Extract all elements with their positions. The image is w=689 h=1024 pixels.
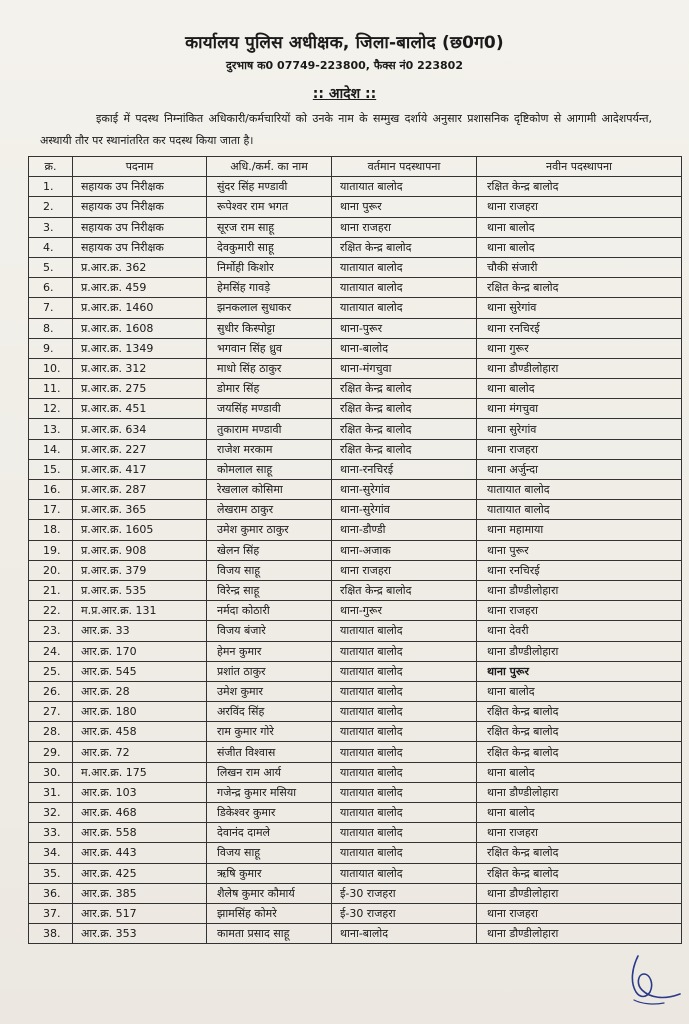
- table-row: [29, 399, 682, 419]
- current-posting-cell: रक्षित केन्द्र बालोद: [332, 419, 477, 439]
- name-cell: डोमार सिंह: [207, 379, 332, 399]
- new-posting-cell: थाना बालोद: [477, 681, 682, 701]
- new-posting-cell: थाना बालोद: [477, 217, 682, 237]
- new-posting-cell: थाना राजहरा: [477, 823, 682, 843]
- serial-cell: 35.: [29, 863, 73, 883]
- table-row: [29, 803, 682, 823]
- name-cell: खेलन सिंह: [207, 540, 332, 560]
- new-posting-cell: थाना डौण्डीलोहारा: [477, 782, 682, 802]
- new-posting-cell: थाना डौण्डीलोहारा: [477, 641, 682, 661]
- name-cell: डिकेश्वर कुमार: [207, 803, 332, 823]
- designation-cell: आर.क्र. 458: [73, 722, 207, 742]
- new-posting-cell: थाना बालोद: [477, 762, 682, 782]
- name-cell: विजय साहू: [207, 560, 332, 580]
- serial-cell: 14.: [29, 439, 73, 459]
- table-row: [29, 480, 682, 500]
- name-cell: सुधीर किस्पोट्टा: [207, 318, 332, 338]
- designation-cell: आर.क्र. 72: [73, 742, 207, 762]
- designation-cell: प्र.आर.क्र. 275: [73, 379, 207, 399]
- designation-cell: प्र.आर.क्र. 312: [73, 358, 207, 378]
- table-row: [29, 742, 682, 762]
- table-row: [29, 500, 682, 520]
- new-posting-cell: थाना सुरेगांव: [477, 298, 682, 318]
- current-posting-cell: यातायात बालोद: [332, 278, 477, 298]
- handwritten-signature: [620, 948, 686, 1008]
- serial-cell: 27.: [29, 702, 73, 722]
- table-row: [29, 439, 682, 459]
- designation-cell: आर.क्र. 385: [73, 883, 207, 903]
- new-posting-cell: यातायात बालोद: [477, 500, 682, 520]
- designation-cell: प्र.आर.क्र. 451: [73, 399, 207, 419]
- current-posting-cell: यातायात बालोद: [332, 177, 477, 197]
- designation-cell: आर.क्र. 443: [73, 843, 207, 863]
- serial-cell: 17.: [29, 500, 73, 520]
- serial-cell: 24.: [29, 641, 73, 661]
- designation-cell: प्र.आर.क्र. 1349: [73, 338, 207, 358]
- designation-cell: म.आर.क्र. 175: [73, 762, 207, 782]
- designation-cell: आर.क्र. 545: [73, 661, 207, 681]
- designation-cell: प्र.आर.क्र. 417: [73, 459, 207, 479]
- designation-cell: प्र.आर.क्र. 379: [73, 560, 207, 580]
- table-row: [29, 782, 682, 802]
- table-row: [29, 459, 682, 479]
- serial-cell: 13.: [29, 419, 73, 439]
- designation-cell: सहायक उप निरीक्षक: [73, 217, 207, 237]
- designation-cell: म.प्र.आर.क्र. 131: [73, 601, 207, 621]
- new-posting-cell: थाना राजहरा: [477, 439, 682, 459]
- new-posting-cell: थाना डौण्डीलोहारा: [477, 883, 682, 903]
- office-title: कार्यालय पुलिस अधीक्षक, जिला-बालोद (छ0ग0): [185, 33, 504, 53]
- name-cell: ऋषि कुमार: [207, 863, 332, 883]
- current-posting-cell: थाना-बालोद: [332, 924, 477, 944]
- current-posting-cell: यातायात बालोद: [332, 762, 477, 782]
- transfer-table: [28, 156, 682, 944]
- serial-cell: 22.: [29, 601, 73, 621]
- current-posting-cell: ई-30 राजहरा: [332, 883, 477, 903]
- table-row: [29, 661, 682, 681]
- name-cell: निर्मोही किशोर: [207, 257, 332, 277]
- serial-cell: 6.: [29, 278, 73, 298]
- name-cell: उमेश कुमार ठाकुर: [207, 520, 332, 540]
- current-posting-cell: थाना-रनचिरई: [332, 459, 477, 479]
- new-posting-cell: थाना पुरूर: [477, 540, 682, 560]
- current-posting-cell: थाना-डौण्डी: [332, 520, 477, 540]
- new-posting-cell: थाना गुरूर: [477, 338, 682, 358]
- header-serial: क्र.: [29, 157, 73, 177]
- name-cell: विजय साहू: [207, 843, 332, 863]
- new-posting-cell: थाना अर्जुन्दा: [477, 459, 682, 479]
- name-cell: लेखराम ठाकुर: [207, 500, 332, 520]
- new-posting-cell: थाना डौण्डीलोहारा: [477, 580, 682, 600]
- serial-cell: 31.: [29, 782, 73, 802]
- new-posting-cell: थाना डौण्डीलोहारा: [477, 924, 682, 944]
- order-heading-text: :: आदेश ::: [312, 86, 377, 102]
- header-name: अधि./कर्म. का नाम: [207, 157, 332, 177]
- new-posting-cell: रक्षित केन्द्र बालोद: [477, 177, 682, 197]
- name-cell: रूपेश्वर राम भगत: [207, 197, 332, 217]
- serial-cell: 1.: [29, 177, 73, 197]
- serial-cell: 32.: [29, 803, 73, 823]
- table-row: [29, 278, 682, 298]
- designation-cell: आर.क्र. 558: [73, 823, 207, 843]
- new-posting-cell: थाना पुरूर: [477, 661, 682, 681]
- table-row: [29, 924, 682, 944]
- current-posting-cell: रक्षित केन्द्र बालोद: [332, 439, 477, 459]
- designation-cell: प्र.आर.क्र. 365: [73, 500, 207, 520]
- current-posting-cell: थाना-पुरूर: [332, 318, 477, 338]
- name-cell: उमेश कुमार: [207, 681, 332, 701]
- current-posting-cell: थाना-सुरेगांव: [332, 500, 477, 520]
- new-posting-cell: थाना बालोद: [477, 379, 682, 399]
- table-row: [29, 379, 682, 399]
- name-cell: तुकाराम मण्डावी: [207, 419, 332, 439]
- name-cell: सुंदर सिंह मण्डावी: [207, 177, 332, 197]
- table-row: [29, 560, 682, 580]
- serial-cell: 8.: [29, 318, 73, 338]
- current-posting-cell: यातायात बालोद: [332, 702, 477, 722]
- serial-cell: 26.: [29, 681, 73, 701]
- designation-cell: सहायक उप निरीक्षक: [73, 237, 207, 257]
- current-posting-cell: रक्षित केन्द्र बालोद: [332, 237, 477, 257]
- serial-cell: 34.: [29, 843, 73, 863]
- table-row: [29, 641, 682, 661]
- name-cell: जयसिंह मण्डावी: [207, 399, 332, 419]
- new-posting-cell: रक्षित केन्द्र बालोद: [477, 843, 682, 863]
- serial-cell: 28.: [29, 722, 73, 742]
- table-row: [29, 823, 682, 843]
- name-cell: सूरज राम साहू: [207, 217, 332, 237]
- new-posting-cell: थाना रनचिरई: [477, 560, 682, 580]
- name-cell: हेमसिंह गावड़े: [207, 278, 332, 298]
- current-posting-cell: यातायात बालोद: [332, 661, 477, 681]
- current-posting-cell: थाना पुरूर: [332, 197, 477, 217]
- current-posting-cell: थाना-अजाक: [332, 540, 477, 560]
- serial-cell: 21.: [29, 580, 73, 600]
- designation-cell: प्र.आर.क्र. 908: [73, 540, 207, 560]
- name-cell: माधो सिंह ठाकुर: [207, 358, 332, 378]
- new-posting-cell: चौकी संजारी: [477, 257, 682, 277]
- table-row: [29, 702, 682, 722]
- name-cell: रेखलाल कोसिमा: [207, 480, 332, 500]
- serial-cell: 19.: [29, 540, 73, 560]
- serial-cell: 25.: [29, 661, 73, 681]
- name-cell: हेमन कुमार: [207, 641, 332, 661]
- name-cell: झामसिंह कोमरे: [207, 903, 332, 923]
- current-posting-cell: यातायात बालोद: [332, 823, 477, 843]
- designation-cell: सहायक उप निरीक्षक: [73, 197, 207, 217]
- serial-cell: 7.: [29, 298, 73, 318]
- serial-cell: 16.: [29, 480, 73, 500]
- name-cell: संजीत विश्वास: [207, 742, 332, 762]
- current-posting-cell: यातायात बालोद: [332, 722, 477, 742]
- current-posting-cell: यातायात बालोद: [332, 641, 477, 661]
- serial-cell: 18.: [29, 520, 73, 540]
- serial-cell: 30.: [29, 762, 73, 782]
- new-posting-cell: थाना राजहरा: [477, 903, 682, 923]
- name-cell: लिखन राम आर्य: [207, 762, 332, 782]
- designation-cell: सहायक उप निरीक्षक: [73, 177, 207, 197]
- new-posting-cell: थाना बालोद: [477, 803, 682, 823]
- current-posting-cell: थाना-बालोद: [332, 338, 477, 358]
- current-posting-cell: यातायात बालोद: [332, 681, 477, 701]
- table-row: [29, 722, 682, 742]
- intro-paragraph: इकाई में पदस्थ निम्नांकित अधिकारी/कर्मचारियों को उनके नाम के सम्मुख दर्शाये अनुसार प्रशासनिक दृष्टिकोण से आगामी आदेशपर्यन्त, अस्थायी तौर पर स्थानांतरित कर पदस्थ किया जाता है।: [40, 112, 652, 147]
- designation-cell: आर.क्र. 353: [73, 924, 207, 944]
- table-header-row: [29, 157, 682, 177]
- serial-cell: 36.: [29, 883, 73, 903]
- current-posting-cell: यातायात बालोद: [332, 742, 477, 762]
- current-posting-cell: यातायात बालोद: [332, 621, 477, 641]
- designation-cell: आर.क्र. 517: [73, 903, 207, 923]
- name-cell: गजेन्द्र कुमार मसिया: [207, 782, 332, 802]
- table-row: [29, 318, 682, 338]
- serial-cell: 23.: [29, 621, 73, 641]
- new-posting-cell: थाना सुरेगांव: [477, 419, 682, 439]
- name-cell: प्रशांत ठाकुर: [207, 661, 332, 681]
- designation-cell: प्र.आर.क्र. 1460: [73, 298, 207, 318]
- new-posting-cell: थाना महामाया: [477, 520, 682, 540]
- serial-cell: 4.: [29, 237, 73, 257]
- table-row: [29, 762, 682, 782]
- designation-cell: आर.क्र. 180: [73, 702, 207, 722]
- table-row: [29, 177, 682, 197]
- serial-cell: 38.: [29, 924, 73, 944]
- designation-cell: प्र.आर.क्र. 362: [73, 257, 207, 277]
- header-designation: पदनाम: [73, 157, 207, 177]
- table-row: [29, 601, 682, 621]
- serial-cell: 10.: [29, 358, 73, 378]
- name-cell: राजेश मरकाम: [207, 439, 332, 459]
- new-posting-cell: थाना मंगचुवा: [477, 399, 682, 419]
- name-cell: कोमलाल साहू: [207, 459, 332, 479]
- name-cell: देवानंद दामले: [207, 823, 332, 843]
- name-cell: विरेन्द्र साहू: [207, 580, 332, 600]
- current-posting-cell: थाना-मंगचुवा: [332, 358, 477, 378]
- name-cell: अरविंद सिंह: [207, 702, 332, 722]
- table-row: [29, 257, 682, 277]
- current-posting-cell: यातायात बालोद: [332, 782, 477, 802]
- new-posting-cell: थाना राजहरा: [477, 197, 682, 217]
- name-cell: विजय बंजारे: [207, 621, 332, 641]
- current-posting-cell: थाना राजहरा: [332, 560, 477, 580]
- new-posting-cell: रक्षित केन्द्र बालोद: [477, 278, 682, 298]
- serial-cell: 33.: [29, 823, 73, 843]
- new-posting-cell: रक्षित केन्द्र बालोद: [477, 722, 682, 742]
- table-body: [29, 177, 682, 944]
- current-posting-cell: यातायात बालोद: [332, 803, 477, 823]
- new-posting-cell: यातायात बालोद: [477, 480, 682, 500]
- table-row: [29, 298, 682, 318]
- designation-cell: प्र.आर.क्र. 287: [73, 480, 207, 500]
- new-posting-cell: थाना देवरी: [477, 621, 682, 641]
- designation-cell: आर.क्र. 33: [73, 621, 207, 641]
- designation-cell: आर.क्र. 28: [73, 681, 207, 701]
- current-posting-cell: रक्षित केन्द्र बालोद: [332, 399, 477, 419]
- name-cell: भगवान सिंह ध्रुव: [207, 338, 332, 358]
- header-current-posting: वर्तमान पदस्थापना: [332, 157, 477, 177]
- current-posting-cell: रक्षित केन्द्र बालोद: [332, 580, 477, 600]
- designation-cell: आर.क्र. 103: [73, 782, 207, 802]
- current-posting-cell: थाना-गुरूर: [332, 601, 477, 621]
- table-row: [29, 903, 682, 923]
- table-row: [29, 540, 682, 560]
- serial-cell: 9.: [29, 338, 73, 358]
- current-posting-cell: यातायात बालोद: [332, 257, 477, 277]
- name-cell: झनकलाल सुधाकर: [207, 298, 332, 318]
- current-posting-cell: ई-30 राजहरा: [332, 903, 477, 923]
- table-row: [29, 863, 682, 883]
- current-posting-cell: रक्षित केन्द्र बालोद: [332, 379, 477, 399]
- name-cell: शैलेष कुमार कौमार्य: [207, 883, 332, 903]
- new-posting-cell: रक्षित केन्द्र बालोद: [477, 863, 682, 883]
- serial-cell: 11.: [29, 379, 73, 399]
- phone-fax-line: दुरभाष क0 07749-223800, फैक्स नं0 223802: [226, 59, 463, 72]
- serial-cell: 37.: [29, 903, 73, 923]
- new-posting-cell: थाना रनचिरई: [477, 318, 682, 338]
- table-row: [29, 843, 682, 863]
- name-cell: कामता प्रसाद साहू: [207, 924, 332, 944]
- new-posting-cell: थाना बालोद: [477, 237, 682, 257]
- new-posting-cell: थाना राजहरा: [477, 601, 682, 621]
- serial-cell: 5.: [29, 257, 73, 277]
- table-row: [29, 237, 682, 257]
- table-row: [29, 338, 682, 358]
- designation-cell: आर.क्र. 468: [73, 803, 207, 823]
- name-cell: नर्मदा कोठारी: [207, 601, 332, 621]
- table-row: [29, 197, 682, 217]
- new-posting-cell: रक्षित केन्द्र बालोद: [477, 742, 682, 762]
- designation-cell: प्र.आर.क्र. 227: [73, 439, 207, 459]
- designation-cell: प्र.आर.क्र. 459: [73, 278, 207, 298]
- designation-cell: प्र.आर.क्र. 1605: [73, 520, 207, 540]
- current-posting-cell: यातायात बालोद: [332, 298, 477, 318]
- serial-cell: 15.: [29, 459, 73, 479]
- name-cell: राम कुमार गोरे: [207, 722, 332, 742]
- table-row: [29, 580, 682, 600]
- serial-cell: 20.: [29, 560, 73, 580]
- current-posting-cell: यातायात बालोद: [332, 863, 477, 883]
- serial-cell: 2.: [29, 197, 73, 217]
- table-row: [29, 358, 682, 378]
- table-row: [29, 883, 682, 903]
- serial-cell: 3.: [29, 217, 73, 237]
- designation-cell: प्र.आर.क्र. 634: [73, 419, 207, 439]
- current-posting-cell: थाना-सुरेगांव: [332, 480, 477, 500]
- table-row: [29, 419, 682, 439]
- header-new-posting: नवीन पदस्थापना: [477, 157, 682, 177]
- new-posting-cell: रक्षित केन्द्र बालोद: [477, 702, 682, 722]
- table-row: [29, 621, 682, 641]
- table-row: [29, 217, 682, 237]
- name-cell: देवकुमारी साहू: [207, 237, 332, 257]
- new-posting-cell: थाना डौण्डीलोहारा: [477, 358, 682, 378]
- table-row: [29, 681, 682, 701]
- designation-cell: प्र.आर.क्र. 535: [73, 580, 207, 600]
- serial-cell: 12.: [29, 399, 73, 419]
- designation-cell: आर.क्र. 425: [73, 863, 207, 883]
- designation-cell: प्र.आर.क्र. 1608: [73, 318, 207, 338]
- current-posting-cell: यातायात बालोद: [332, 843, 477, 863]
- current-posting-cell: थाना राजहरा: [332, 217, 477, 237]
- table-row: [29, 520, 682, 540]
- designation-cell: आर.क्र. 170: [73, 641, 207, 661]
- serial-cell: 29.: [29, 742, 73, 762]
- order-heading: [0, 84, 689, 103]
